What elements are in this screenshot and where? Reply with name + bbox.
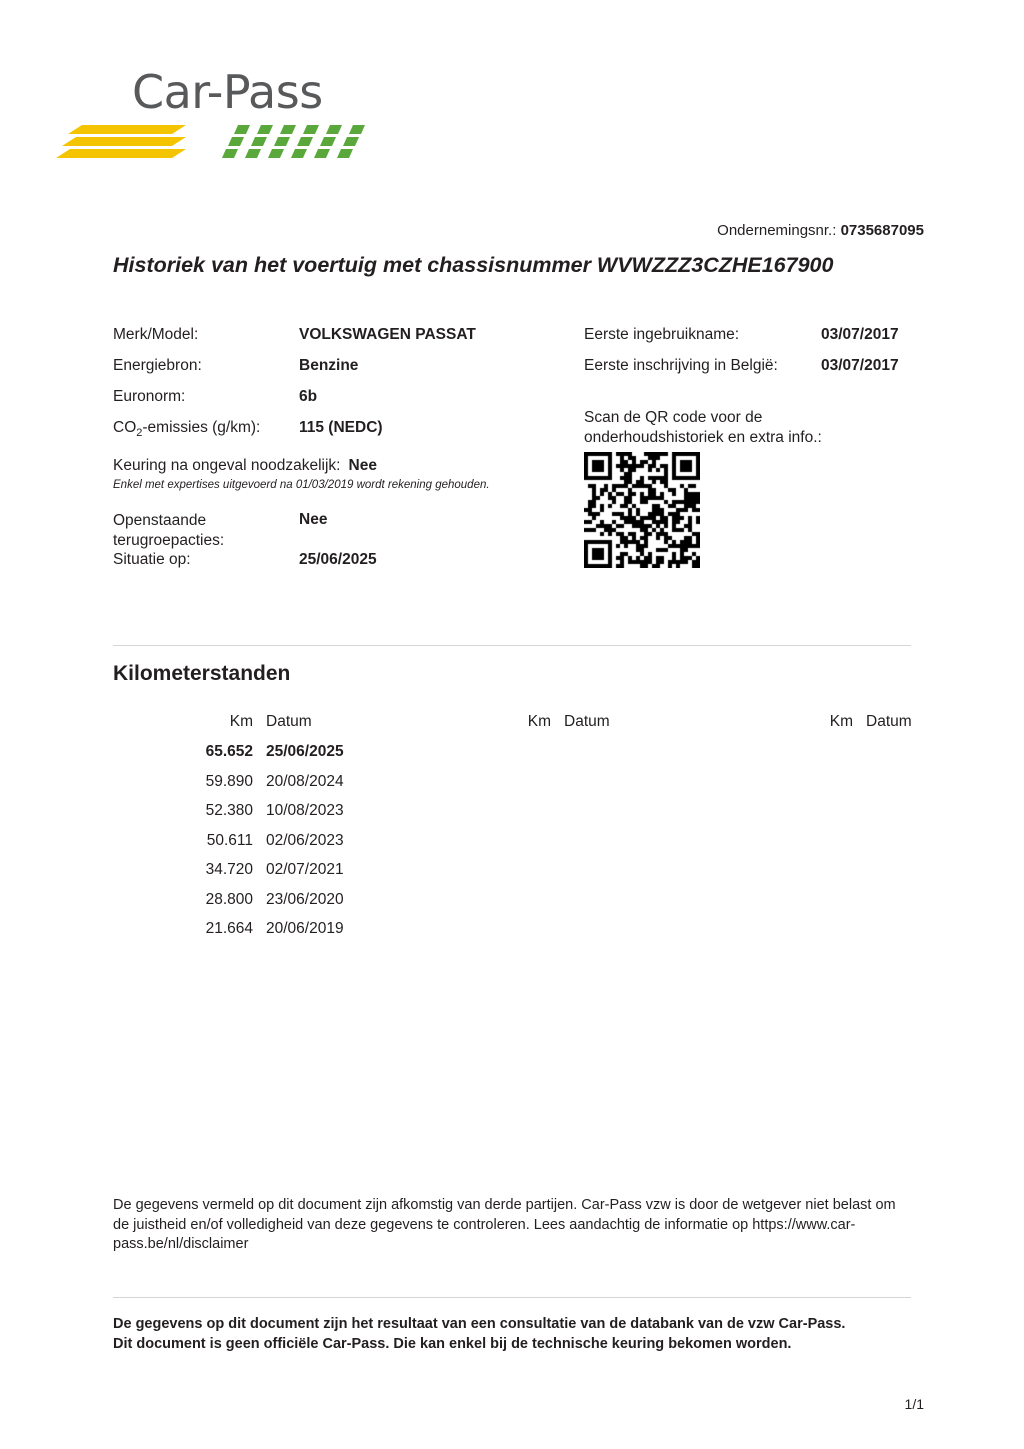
energiebron-label: Energiebron: — [113, 357, 202, 374]
col-header-datum: Datum — [564, 713, 610, 730]
situatie-value: 25/06/2025 — [299, 551, 377, 568]
situatie-label: Situatie op: — [113, 551, 191, 568]
euronorm-label: Euronorm: — [113, 388, 186, 405]
table-row — [163, 743, 393, 773]
logo-stripes — [60, 123, 360, 163]
col-header-datum: Datum — [866, 713, 912, 730]
footer-notice — [113, 1314, 913, 1354]
keuring-subnote: Enkel met expertises uitgevoerd na 01/03/2019 wordt rekening gehouden. — [113, 479, 490, 491]
col-header-km: Km — [527, 713, 551, 730]
co2-value: 115 (NEDC) — [299, 419, 383, 436]
qr-code[interactable] — [584, 452, 700, 568]
row-km: 65.652 — [205, 743, 253, 760]
table-row — [163, 802, 393, 832]
table-row — [163, 832, 393, 862]
detail-row-energiebron — [113, 357, 923, 388]
kilometer-column-1-header — [163, 713, 393, 743]
logo-stripe-green-3 — [222, 149, 352, 158]
col-header-km: Km — [829, 713, 853, 730]
kilometer-column-3 — [763, 713, 993, 743]
logo-stripe-green-2 — [228, 137, 358, 146]
kilometer-column-3-header — [763, 713, 993, 743]
logo-stripe-yellow-2 — [62, 137, 186, 146]
row-km: 50.611 — [206, 831, 253, 849]
row-date: 23/06/2020 — [266, 890, 344, 908]
logo-stripe-yellow-3 — [56, 149, 186, 158]
footer-notice-line2: Dit document is geen officiële Car-Pass. Die kan enkel bij de technische keuring bekomen worden. — [113, 1336, 792, 1352]
detail-row-merk-model — [113, 326, 923, 357]
table-row — [163, 891, 393, 921]
logo-stripe-yellow-1 — [68, 125, 186, 134]
kilometer-column-2-header — [461, 713, 691, 743]
vehicle-details — [113, 326, 923, 568]
row-date: 20/08/2024 — [266, 772, 344, 790]
eerste-inschrijving-label: Eerste inschrijving in België: — [584, 357, 778, 374]
row-km: 59.890 — [205, 772, 253, 790]
openstaande-label-line2: terugroepacties: — [113, 531, 225, 549]
company-number-label: Ondernemingsnr.: — [717, 222, 837, 239]
keuring-row — [113, 457, 377, 475]
row-km: 28.800 — [205, 890, 253, 908]
openstaande-value: Nee — [299, 511, 328, 528]
qr-scan-note-line1: Scan de QR code voor de — [584, 409, 763, 426]
qr-scan-note-line2: onderhoudshistoriek en extra info.: — [584, 428, 822, 446]
qr-scan-note — [584, 408, 822, 448]
co2-label — [113, 419, 260, 439]
col-header-km: Km — [229, 713, 253, 730]
page-number: 1/1 — [904, 1396, 924, 1412]
co2-label-sub: 2 — [136, 427, 143, 440]
car-pass-logo — [60, 55, 400, 165]
section-title-kilometerstanden: Kilometerstanden — [113, 662, 291, 685]
energiebron-value: Benzine — [299, 357, 359, 374]
row-km: 52.380 — [205, 802, 253, 819]
table-row — [163, 920, 393, 950]
row-km: 34.720 — [205, 861, 253, 878]
disclaimer-text: De gegevens vermeld op dit document zijn afkomstig van derde partijen. Car-Pass vzw is door de wetgever niet belast om de juistheid en/of volledigheid van deze gegevens te controleren. Lees aandachtig de informatie op https://www.car-pass.be/nl/disclaimer — [113, 1197, 896, 1253]
row-date: 10/08/2023 — [266, 802, 344, 819]
company-number-value: 0735687095 — [840, 222, 924, 239]
row-date: 02/07/2021 — [266, 861, 344, 878]
footer-notice-line1: De gegevens op dit document zijn het resultaat van een consultatie van de databank van de vzw Car-Pass. — [113, 1316, 846, 1332]
keuring-label: Keuring na ongeval noodzakelijk: — [113, 457, 341, 474]
openstaande-label — [113, 511, 224, 551]
eerste-ingebruikname-value: 03/07/2017 — [821, 326, 899, 343]
page-title: Historiek van het voertuig met chassisnummer WVWZZZ3CZHE167900 — [113, 253, 834, 277]
row-date: 20/06/2019 — [266, 920, 344, 937]
co2-label-pre: CO — [113, 419, 137, 436]
table-row — [163, 773, 393, 803]
col-header-datum: Datum — [266, 713, 312, 730]
logo-stripe-green-1 — [234, 125, 364, 134]
logo-wordmark: Car-Pass — [132, 65, 323, 119]
keuring-value: Nee — [348, 457, 377, 474]
openstaande-label-line1: Openstaande — [113, 512, 207, 529]
section-divider-footer — [113, 1297, 911, 1298]
row-date: 02/06/2023 — [266, 831, 344, 849]
row-date: 25/06/2025 — [266, 743, 344, 760]
kilometer-column-1 — [163, 713, 393, 950]
eerste-inschrijving-value: 03/07/2017 — [821, 357, 899, 374]
co2-label-post: -emissies (g/km): — [142, 419, 261, 436]
row-km: 21.664 — [205, 920, 253, 937]
euronorm-value: 6b — [299, 388, 318, 405]
eerste-ingebruikname-label: Eerste ingebruikname: — [584, 326, 740, 343]
merk-model-value: VOLKSWAGEN PASSAT — [299, 326, 476, 343]
company-number — [717, 222, 924, 239]
merk-model-label: Merk/Model: — [113, 326, 199, 343]
kilometer-column-2 — [461, 713, 691, 743]
table-row — [163, 861, 393, 891]
section-divider-kilometers — [113, 645, 911, 646]
